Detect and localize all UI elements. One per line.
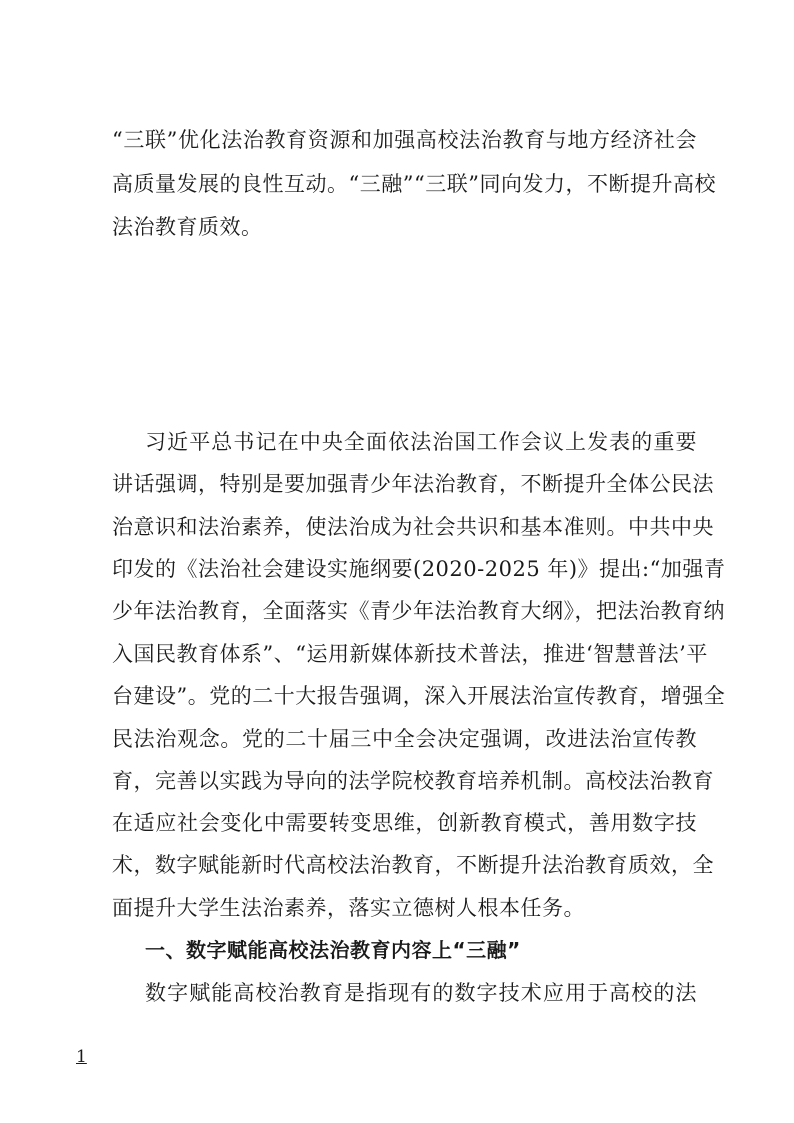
- text-line: 讲话强调，特别是要加强青少年法治教育，不断提升全体公民法: [112, 472, 714, 496]
- text-line: 治意识和法治素养，使法治成为社会共识和基本准则。中共中央: [112, 515, 714, 539]
- text-line: 入国民教育体系”、“运用新媒体新技术普法，推进‘智慧普法’平: [112, 642, 708, 666]
- text-line: 少年法治教育，全面落实《青少年法治教育大纲》，把法治教育纳: [112, 599, 725, 623]
- text-line: 印发的《法治社会建设实施纲要(2020-2025 年)》提出:“加强青: [112, 557, 726, 581]
- text-line: 习近平总书记在中央全面依法治国工作会议上发表的重要: [145, 430, 697, 454]
- text-line: 育，完善以实践为导向的法学院校教育培养机制。高校法治教育: [112, 769, 714, 793]
- text-line: 法治教育质效。: [112, 215, 263, 239]
- text-line: 台建设”。党的二十大报告强调，深入开展法治宣传教育，增强全: [112, 684, 726, 708]
- text-line: 高质量发展的良性互动。“三融”“三联”同向发力，不断提升高校: [112, 172, 716, 196]
- page-number: 1: [76, 1047, 87, 1067]
- text-line: 术，数字赋能新时代高校法治教育，不断提升法治教育质效，全: [112, 853, 714, 877]
- text-line: 数字赋能高校治教育是指现有的数字技术应用于高校的法: [145, 981, 697, 1005]
- text-line: 在适应社会变化中需要转变思维，创新教育模式，善用数字技: [112, 811, 697, 835]
- text-line: “三联”优化法治教育资源和加强高校法治教育与地方经济社会: [112, 128, 697, 152]
- text-line: 民法治观念。党的二十届三中全会决定强调，改进法治宣传教: [112, 727, 697, 751]
- text-line: 面提升大学生法治素养，落实立德树人根本任务。: [112, 896, 585, 920]
- section-heading: 一、数字赋能高校法治教育内容上“三融”: [145, 938, 521, 962]
